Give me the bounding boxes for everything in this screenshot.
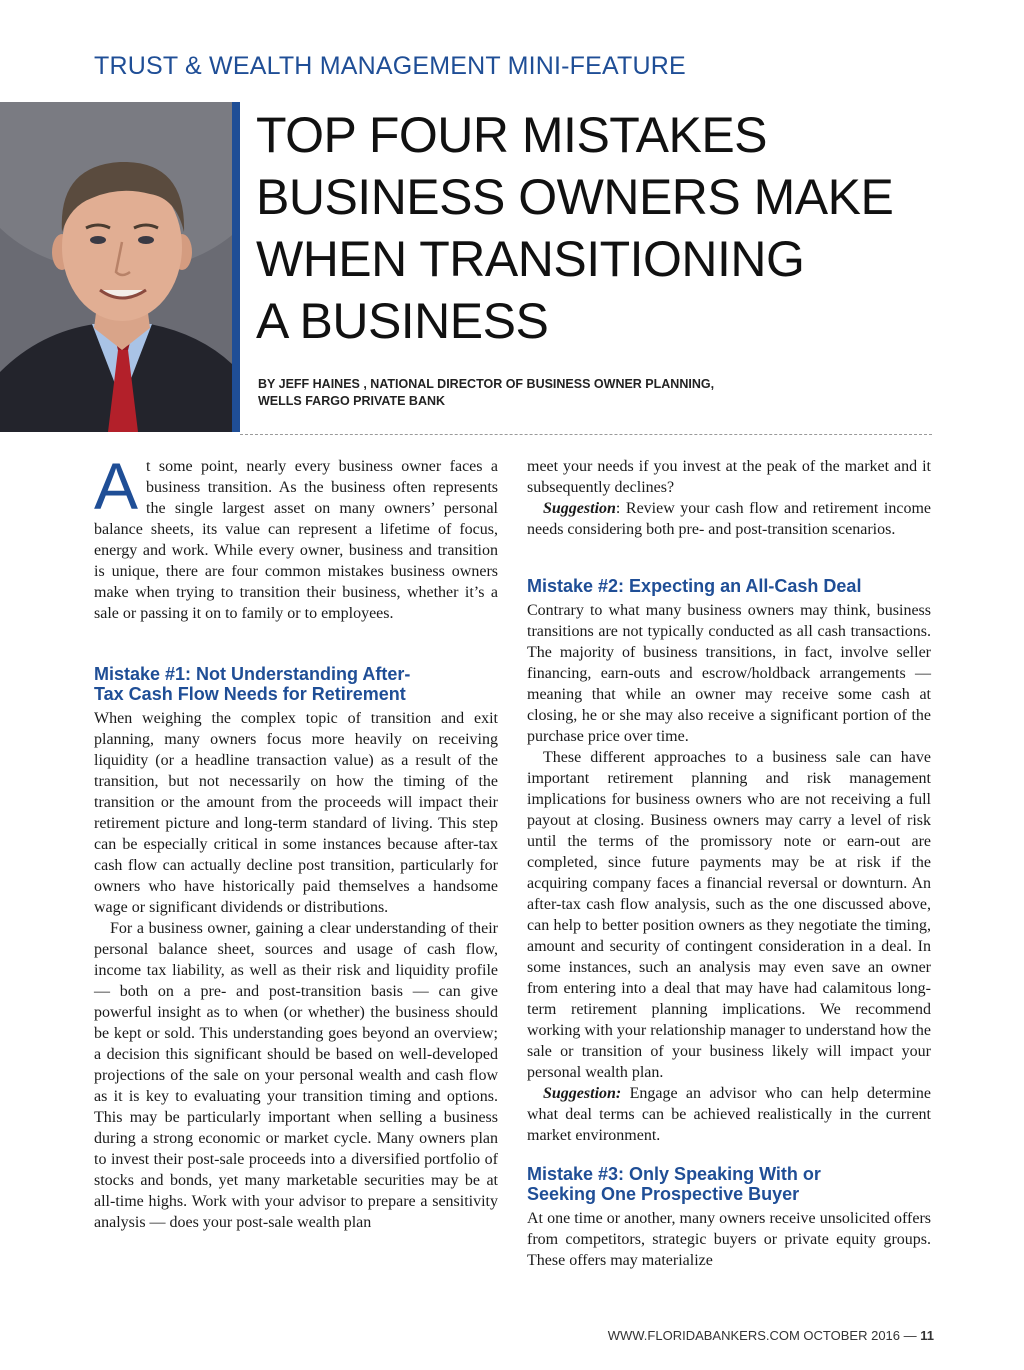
mistake1-paragraph: For a business owner, gaining a clear understanding of their personal balance sheet, sources and usage of cash flow, income tax liability, as well as their risk and liquidity profile — both on a pre- and post-transition basis — can give powerful insight as to when (or whether) the business should be kept or sold. This understanding goes beyond an overview; a decision this significant should be based on well-developed projections of the sale on your personal wealth and cash flow as it is key to evaluating your transition timing and options. This may be particularly important when selling a business during a strong economic or market cycle. Many owners plan to invest their post-sale proceeds into a diversified portfolio of stocks and bonds, yet many marketable securities may be at all-time highs. Work with your advisor to prepare a sensitivity analysis — does your post-sale wealth plan — [94, 920, 498, 1231]
mistake1-suggestion — [527, 498, 931, 540]
headline-accent-bar — [232, 102, 240, 432]
mistake3-paragraph: At one time or another, many owners receive unsolicited offers from competitors, strategic buyers or private equity groups. These offers may materialize — [527, 1210, 931, 1269]
footer-text: WWW.FLORIDABANKERS.COM OCTOBER 2016 — — [607, 1328, 921, 1343]
article-headline — [256, 104, 986, 352]
headline-line: TOP FOUR MISTAKES — [256, 107, 768, 163]
mistake1-paragraph: When weighing the complex topic of transition and exit planning, many owners focus more heavily on receiving liquidity (or a headline transaction value) as a result of the transition, but not necessarily on how the timing of the transition or the amount from the proceeds will impact their retirement picture and long-term standard of living. This step can be especially critical in some instances because after-tax cash flow can actually decline post transition, particularly for owners who have historically paid themselves a handsome wage or significant dividends or distributions. — [94, 710, 498, 916]
mistake1-paragraph: meet your needs if you invest at the peak of the market and it subsequently declines? — [527, 458, 931, 496]
author-byline — [258, 376, 978, 410]
byline-line: WELLS FARGO PRIVATE BANK — [258, 394, 446, 408]
drop-cap: A — [94, 449, 139, 523]
dashed-divider — [240, 434, 932, 435]
suggestion-text: Engage an advisor who can help determine what deal terms can be achieved realistically in the current market environment. — [527, 1085, 931, 1144]
mistake1-heading-line: Mistake #1: Not Understanding After- — [94, 664, 411, 684]
headline-line: A BUSINESS — [256, 293, 549, 349]
mistake2-paragraph: These different approaches to a business sale can have important retirement planning and risk management implications for business owners who are not receiving a full payout at closing. Business owners may carry a level of risk until the terms of the promissory note or earn-out are completed, since future payments may be at risk if the acquiring company faces a financial reversal or downturn. An after-tax cash flow analysis, such as the one discussed above, can help to better position owners as they negotiate the timing, amount and security of contingent consideration in a deal. In some instances, such an analysis may even save an owner from entering into a deal that may have had calamitous long-term retirement planning implications. We recommend working with your relationship manager to understand how the sale or transition of your business likely will impact your personal wealth plan. — [527, 749, 931, 1081]
author-photo — [0, 102, 232, 432]
mistake1-heading — [94, 664, 498, 704]
suggestion-label: Suggestion: — [543, 1085, 622, 1102]
mistake2-paragraph: Contrary to what many business owners may think, business transitions are not typically conducted as all cash transactions. The majority of business transitions, in fact, involve seller financing, earn-outs and escrow/holdback arrangements — meaning that while an owner may receive some cash at closing, he or she may also receive a significant portion of the purchase price over time. — [527, 602, 931, 745]
article-column-left — [94, 449, 498, 1233]
article-column-right — [527, 456, 931, 1271]
intro-text: t some point, nearly every business owner faces a business transition. As the business often represents the single largest asset on many owners’ personal balance sheets, its value can represent a lifetime of focus, energy and work. While every owner, business and transition is unique, there are four common mistakes business owners make when trying to transition their business, whether it’s a sale or passing it on to family or to employees. — [94, 458, 498, 622]
headline-line: BUSINESS OWNERS MAKE — [256, 169, 894, 225]
suggestion-text: : Review your cash flow and retirement income needs considering both pre- and post-transition scenarios. — [527, 500, 931, 538]
intro-paragraph — [94, 449, 498, 624]
byline-line: BY JEFF HAINES , NATIONAL DIRECTOR OF BUSINESS OWNER PLANNING, — [258, 377, 715, 391]
page-footer — [608, 1328, 934, 1343]
mistake3-heading-line: Seeking One Prospective Buyer — [527, 1184, 800, 1204]
mistake1-heading-line: Tax Cash Flow Needs for Retirement — [94, 684, 406, 704]
section-kicker: TRUST & WEALTH MANAGEMENT MINI-FEATURE — [94, 52, 686, 80]
mistake2-heading: Mistake #2: Expecting an All-Cash Deal — [527, 576, 862, 596]
mistake3-heading-line: Mistake #3: Only Speaking With or — [527, 1164, 821, 1184]
page-number: 11 — [920, 1328, 934, 1343]
mistake3-heading — [527, 1164, 931, 1204]
suggestion-label: Suggestion — [543, 500, 616, 517]
mistake2-suggestion — [527, 1083, 931, 1146]
headline-line: WHEN TRANSITIONING — [256, 231, 805, 287]
